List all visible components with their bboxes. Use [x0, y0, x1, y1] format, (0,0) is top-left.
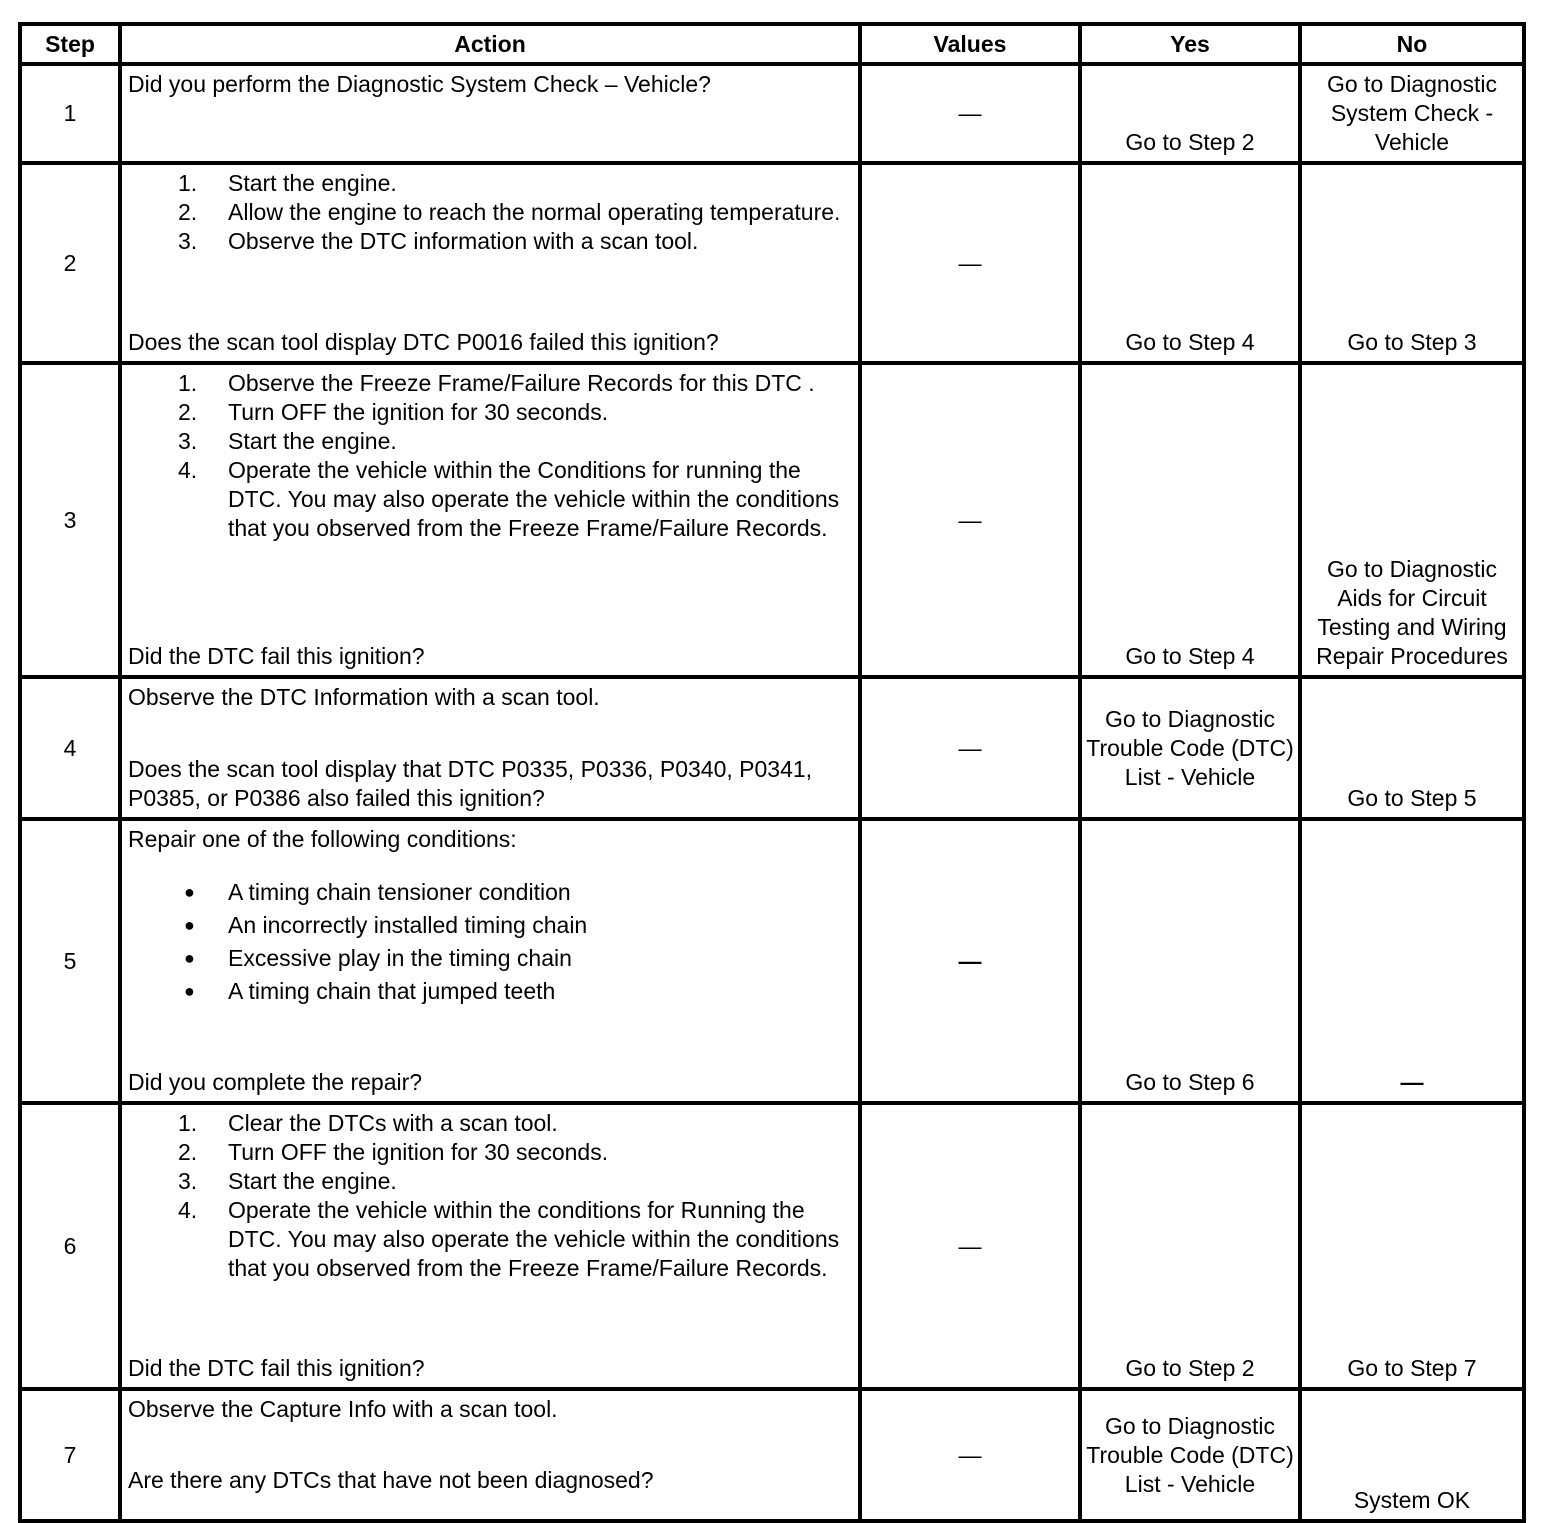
table-row-step-5: [20, 819, 1524, 1103]
table-row-step-2: [20, 163, 1524, 363]
action-question: Are there any DTCs that have not been diagnosed?: [128, 1467, 654, 1493]
action-cell: [120, 363, 860, 677]
yes-cell: Go to Step 4: [1080, 363, 1300, 677]
no-cell: —: [1300, 819, 1524, 1103]
action-cell: [120, 819, 860, 1103]
bullet-icon: ●: [184, 882, 195, 902]
table-row-step-3: [20, 363, 1524, 677]
no-cell: Go to Step 5: [1300, 677, 1524, 819]
list-item: ● Excessive play in the timing chain: [128, 942, 852, 975]
header-action: Action: [120, 24, 860, 64]
list-item: 1. Clear the DTCs with a scan tool.: [178, 1110, 558, 1136]
header-no: No: [1300, 24, 1524, 64]
yes-cell: Go to Step 6: [1080, 819, 1300, 1103]
yes-cell: Go to Diagnostic Trouble Code (DTC) List - Vehicle: [1080, 1389, 1300, 1521]
table-row-step-4: [20, 677, 1524, 819]
list-item: 2. Turn OFF the ignition for 30 seconds.: [178, 1139, 609, 1165]
list-item: ● A timing chain tensioner condition: [128, 876, 852, 909]
list-item: ● An incorrectly installed timing chain: [128, 909, 852, 942]
list-item: 3. Start the engine.: [178, 428, 397, 454]
values-cell: —: [860, 363, 1080, 677]
no-cell: Go to Diagnostic System Check - Vehicle: [1300, 64, 1524, 163]
step-list: [128, 369, 852, 543]
values-cell: —: [860, 163, 1080, 363]
yes-cell: Go to Step 2: [1080, 64, 1300, 163]
step-number: 1: [20, 64, 120, 163]
header-yes: Yes: [1080, 24, 1300, 64]
action-question: Did the DTC fail this ignition?: [128, 643, 425, 669]
bullet-icon: ●: [184, 915, 195, 935]
action-cell: [120, 1103, 860, 1389]
condition-list: [128, 876, 852, 1008]
list-item: 1. Start the engine.: [178, 170, 397, 196]
bullet-icon: ●: [184, 981, 195, 1001]
step-number: 4: [20, 677, 120, 819]
header-step: Step: [20, 24, 120, 64]
yes-cell: Go to Step 4: [1080, 163, 1300, 363]
bullet-icon: ●: [184, 948, 195, 968]
action-intro: Observe the DTC Information with a scan tool.: [128, 684, 600, 710]
action-intro: Did you perform the Diagnostic System Check – Vehicle?: [128, 71, 711, 97]
action-cell: [120, 677, 860, 819]
step-number: 7: [20, 1389, 120, 1521]
header-values: Values: [860, 24, 1080, 64]
action-cell: [120, 1389, 860, 1521]
yes-cell: Go to Diagnostic Trouble Code (DTC) List - Vehicle: [1080, 677, 1300, 819]
list-item: 2. Turn OFF the ignition for 30 seconds.: [178, 399, 609, 425]
step-number: 6: [20, 1103, 120, 1389]
list-item: 3. Observe the DTC information with a scan tool.: [178, 228, 699, 254]
action-cell: [120, 64, 860, 163]
step-number: 5: [20, 819, 120, 1103]
action-question: Did you complete the repair?: [128, 1069, 423, 1095]
action-intro: Observe the Capture Info with a scan tool.: [128, 1396, 558, 1422]
no-cell: Go to Diagnostic Aids for Circuit Testing and Wiring Repair Procedures: [1300, 363, 1524, 677]
values-cell: —: [860, 819, 1080, 1103]
values-cell: —: [860, 1389, 1080, 1521]
values-cell: —: [860, 677, 1080, 819]
step-number: 2: [20, 163, 120, 363]
no-cell: System OK: [1300, 1389, 1524, 1521]
step-list: [128, 1109, 852, 1283]
table-row-step-6: [20, 1103, 1524, 1389]
header-row: [20, 24, 1524, 64]
list-item: 4. Operate the vehicle within the Conditions for running the DTC. You may also operate the vehicle within the conditions that you observed from the Freeze Frame/Failure Records.: [178, 457, 840, 541]
list-item: ● A timing chain that jumped teeth: [128, 975, 852, 1008]
values-cell: —: [860, 1103, 1080, 1389]
values-cell: —: [860, 64, 1080, 163]
no-cell: Go to Step 7: [1300, 1103, 1524, 1389]
step-list: [128, 169, 852, 256]
action-question: Did the DTC fail this ignition?: [128, 1355, 425, 1381]
list-item: 4. Operate the vehicle within the conditions for Running the DTC. You may also operate the vehicle within the conditions that you observed from the Freeze Frame/Failure Records.: [178, 1197, 840, 1281]
table-row-step-1: [20, 64, 1524, 163]
step-number: 3: [20, 363, 120, 677]
action-question: Does the scan tool display that DTC P0335, P0336, P0340, P0341, P0385, or P0386 also failed this ignition?: [128, 756, 813, 811]
list-item: 1. Observe the Freeze Frame/Failure Records for this DTC .: [178, 370, 815, 396]
list-item: 3. Start the engine.: [178, 1168, 397, 1194]
no-cell: Go to Step 3: [1300, 163, 1524, 363]
list-item: 2. Allow the engine to reach the normal operating temperature.: [178, 199, 841, 225]
table-row-step-7: [20, 1389, 1524, 1521]
action-cell: [120, 163, 860, 363]
yes-cell: Go to Step 2: [1080, 1103, 1300, 1389]
action-intro: Repair one of the following conditions:: [128, 826, 517, 852]
action-question: Does the scan tool display DTC P0016 failed this ignition?: [128, 329, 719, 355]
diagnostic-table: [18, 22, 1526, 1523]
